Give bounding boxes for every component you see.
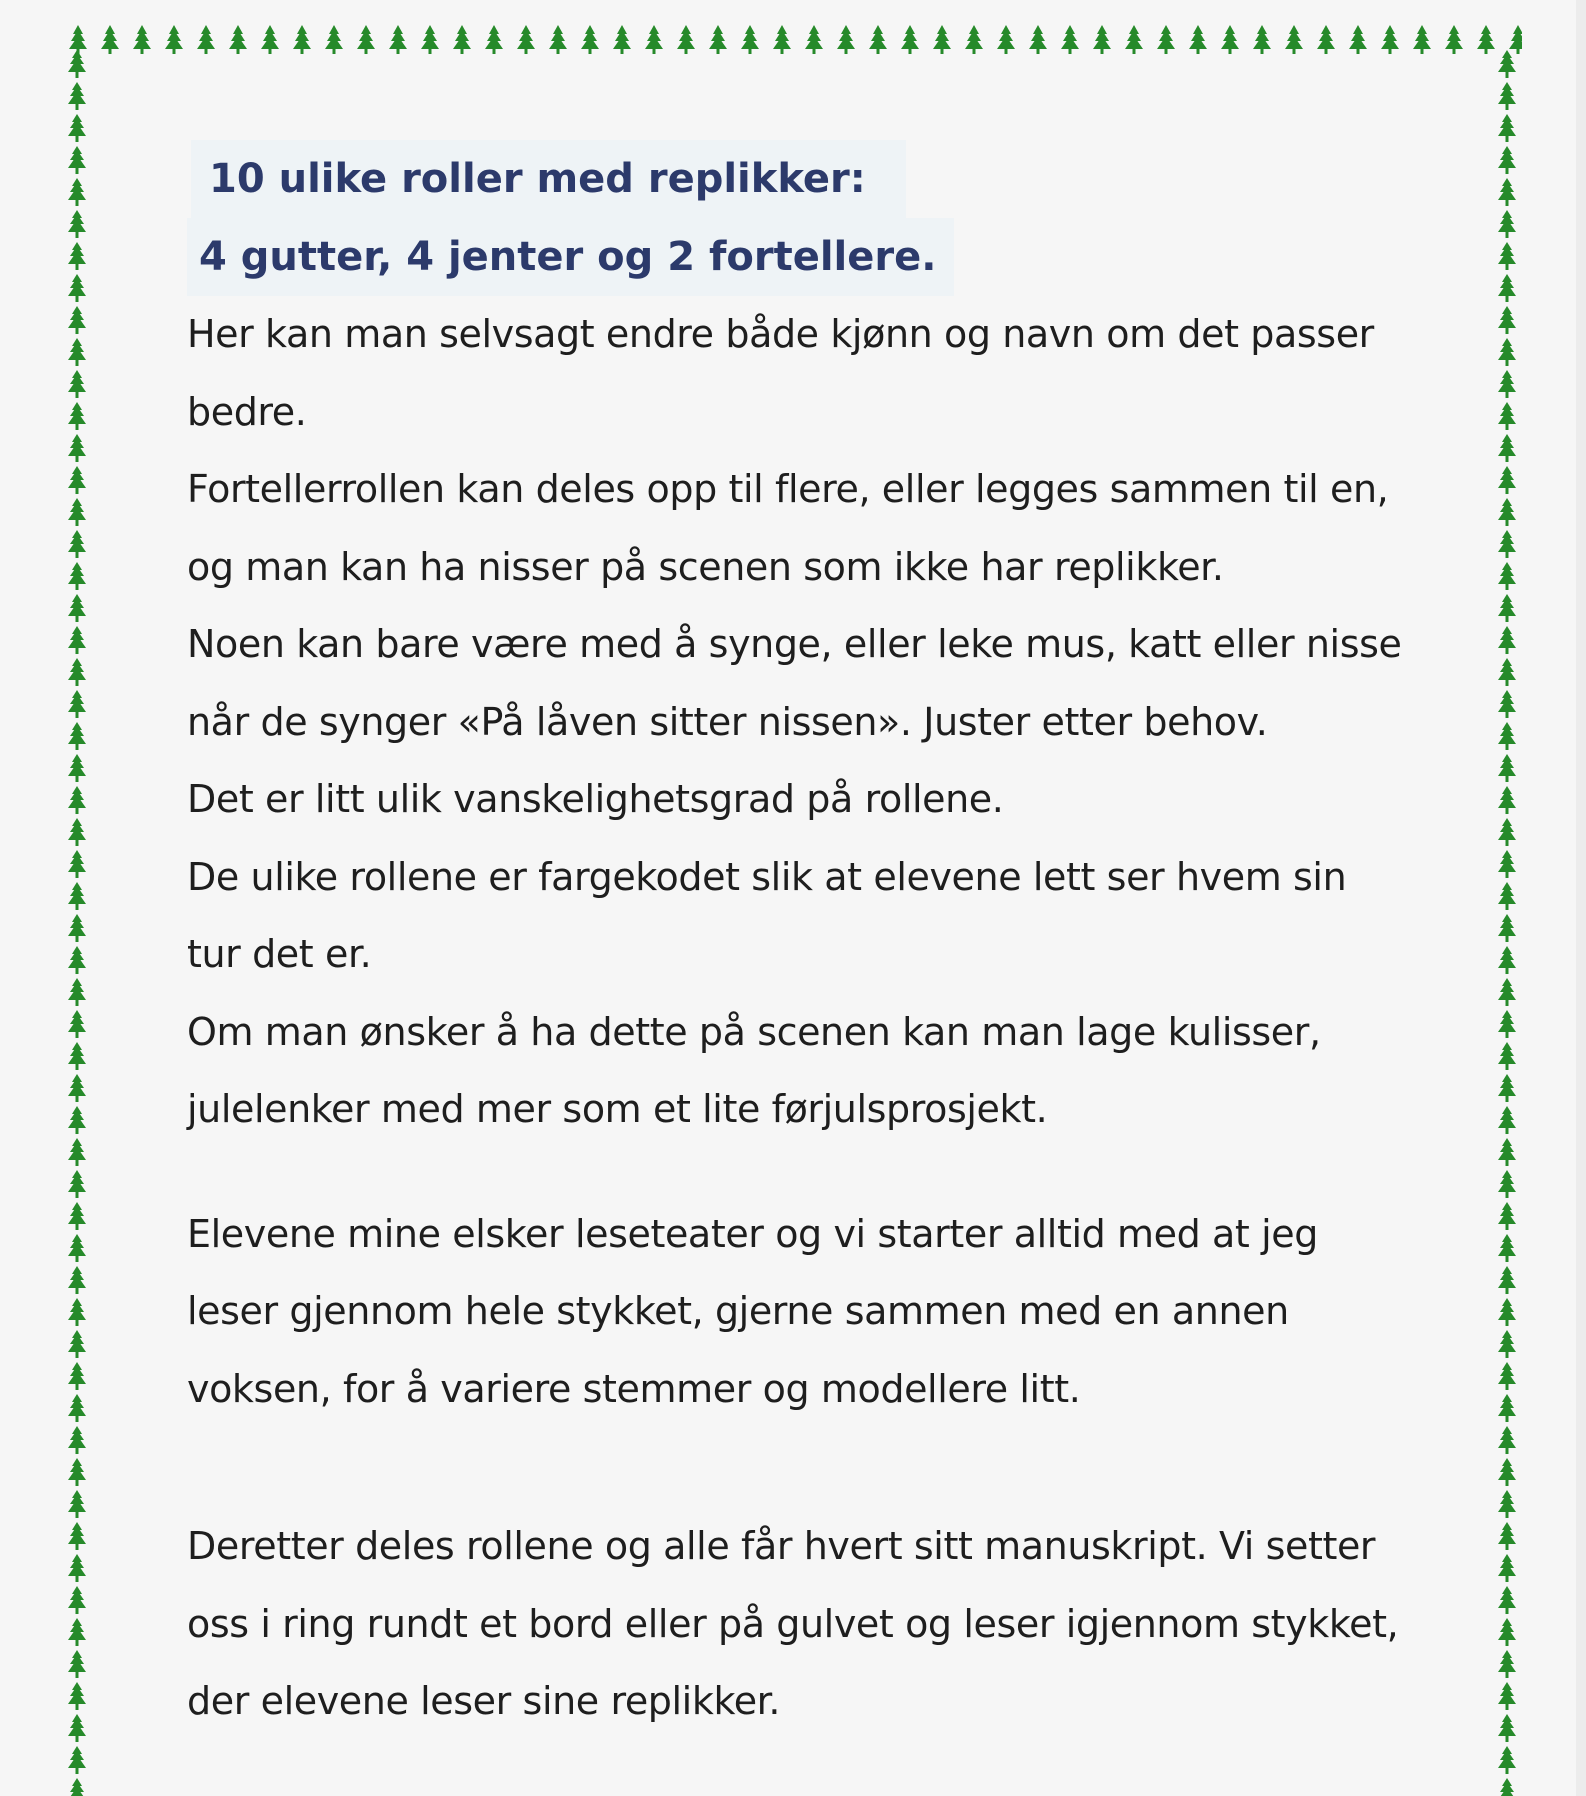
paragraph-stage: Om man ønsker å ha dette på scenen kan man lage kulisser, julelenker med mer som et lite førjulsprosjekt.: [187, 1009, 1321, 1131]
paragraph-rename: Her kan man selvsagt endre både kjønn og navn om det passer bedre.: [187, 312, 1374, 434]
paragraph-extras: Noen kan bare være med å synge, eller leke mus, katt eller nisse når de synger «På låven sitter nissen». Juster etter behov.: [187, 622, 1402, 744]
paragraph-colorcode: De ulike rollene er fargekodet slik at elevene lett ser hvem sin tur det er.: [187, 854, 1347, 976]
spacer: [187, 1149, 1407, 1196]
heading-line-1: 10 ulike roller med replikker:: [191, 140, 906, 218]
paragraph-narrator: Fortellerrollen kan deles opp til flere, eller legges sammen til en, og man kan ha nisser på scenen som ikke har replikker.: [187, 467, 1389, 589]
christmas-tree-border-left-icon: [60, 48, 94, 1796]
paragraph-difficulty: Det er litt ulik vanskelighetsgrad på rollene.: [187, 777, 1004, 821]
document-content: [187, 140, 1407, 1741]
paragraph-roles: Deretter deles rollene og alle får hvert sitt manuskript. Vi setter oss i ring rundt et bord eller på gulvet og leser igjennom stykket, der elevene leser sine replikker.: [187, 1524, 1399, 1723]
heading-line-2: 4 gutter, 4 jenter og 2 fortellere.: [187, 218, 954, 296]
paragraph-reading: Elevene mine elsker leseteater og vi starter alltid med at jeg leser gjennom hele stykket, gjerne sammen med en annen voksen, for å variere stemmer og modellere litt.: [187, 1211, 1318, 1411]
page-edge: [1576, 0, 1586, 1796]
christmas-tree-border-right-icon: [1490, 48, 1524, 1796]
heading: [187, 140, 1407, 296]
christmas-tree-border-top-icon: [62, 22, 1522, 56]
spacer: [187, 1428, 1407, 1508]
